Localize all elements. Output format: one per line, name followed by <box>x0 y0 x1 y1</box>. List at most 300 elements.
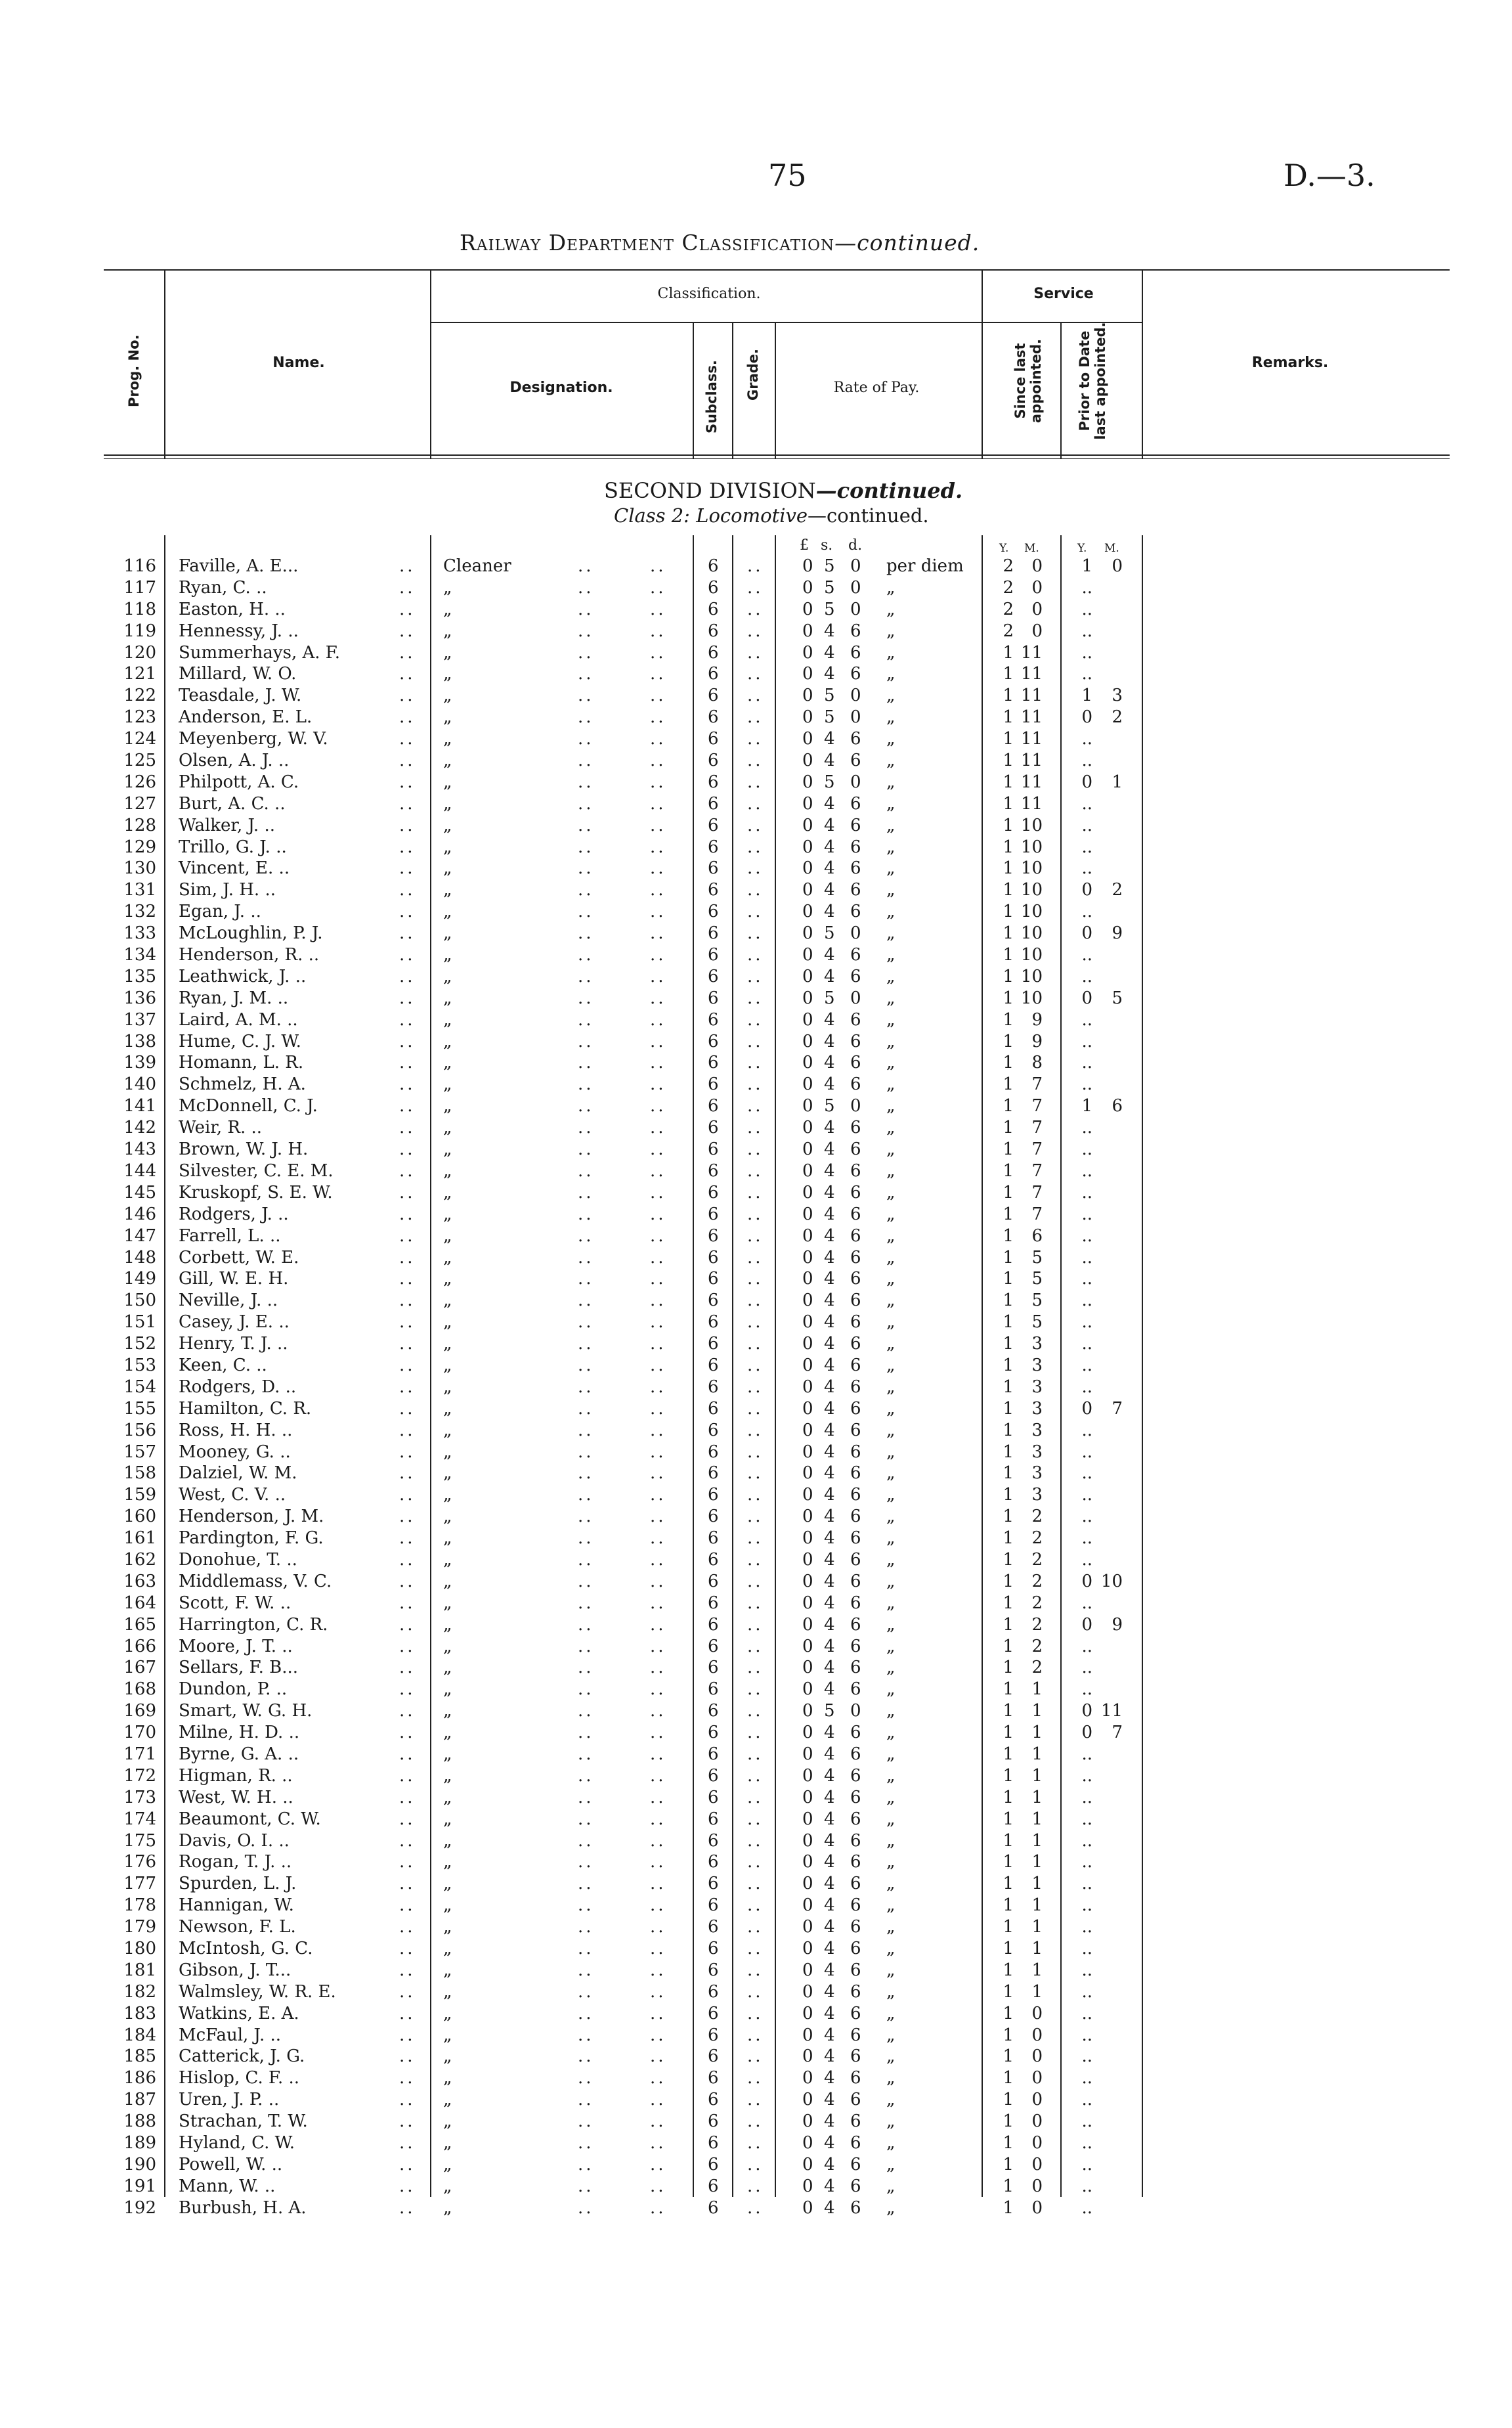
employee-name: Davis, O. I. .. <box>179 1830 290 1851</box>
pay-pounds: 0 <box>802 1593 813 1613</box>
designation: „ <box>443 1377 452 1397</box>
prior-years: .. <box>1081 729 1092 749</box>
prog-no: 127 <box>123 793 156 814</box>
table-row <box>0 1377 1512 1398</box>
employee-name: Rogan, T. J. .. <box>179 1852 292 1872</box>
designation: „ <box>443 1355 452 1375</box>
since-years: 1 <box>1003 1874 1014 1894</box>
grade-leader: .. <box>747 1701 764 1721</box>
pay-shillings: 5 <box>824 988 835 1008</box>
designation-leader: .. <box>578 1247 594 1268</box>
pay-period: „ <box>886 2068 896 2088</box>
employee-name: Henry, T. J. .. <box>179 1334 288 1354</box>
table-row <box>0 793 1512 815</box>
subclass: 6 <box>708 1053 719 1073</box>
pay-period: „ <box>886 1485 896 1505</box>
name-leader: .. <box>399 1874 416 1894</box>
since-years: 1 <box>1003 1507 1014 1527</box>
pay-period: „ <box>886 1031 896 1051</box>
subclass: 6 <box>708 1204 719 1224</box>
table-row <box>0 966 1512 988</box>
designation-leader-2: .. <box>650 1118 666 1138</box>
since-months: 7 <box>1031 1182 1043 1203</box>
since-years: 1 <box>1003 1463 1014 1484</box>
pay-pence: 6 <box>850 793 861 814</box>
table-row <box>0 1830 1512 1852</box>
name-leader: .. <box>399 1917 416 1937</box>
since-months: 2 <box>1031 1658 1043 1678</box>
grade-leader: .. <box>747 1787 764 1807</box>
prog-no: 120 <box>123 642 156 663</box>
designation-leader: .. <box>578 1679 594 1700</box>
pay-period: „ <box>886 686 896 706</box>
pay-pence: 0 <box>850 772 861 792</box>
col-divider-service <box>1142 269 1143 458</box>
grade-leader: .. <box>747 1960 764 1980</box>
pay-pounds: 0 <box>802 1031 813 1051</box>
designation-leader: .. <box>578 2133 594 2153</box>
employee-name: Strachan, T. W. <box>179 2111 308 2132</box>
grade-leader: .. <box>747 1160 764 1181</box>
pay-pounds: 0 <box>802 1636 813 1656</box>
designation: „ <box>443 1291 452 1311</box>
name-leader: .. <box>399 793 416 814</box>
prior-years: .. <box>1081 1658 1092 1678</box>
pay-period: „ <box>886 815 896 835</box>
subclass: 6 <box>708 556 719 576</box>
pay-shillings: 4 <box>824 1291 835 1311</box>
since-months: 3 <box>1031 1420 1043 1440</box>
prog-no: 123 <box>123 707 156 728</box>
since-months: 11 <box>1020 793 1043 814</box>
since-years: 1 <box>1003 2133 1014 2153</box>
name-leader: .. <box>399 729 416 749</box>
designation: „ <box>443 1852 452 1872</box>
grade-leader: .. <box>747 880 764 900</box>
table-row <box>0 707 1512 728</box>
since-years: 1 <box>1003 2154 1014 2174</box>
pay-pounds: 0 <box>802 1096 813 1116</box>
pay-period: „ <box>886 966 896 986</box>
pay-pence: 6 <box>850 837 861 857</box>
designation-leader: .. <box>578 815 594 835</box>
subclass: 6 <box>708 1420 719 1440</box>
pay-period: „ <box>886 1160 896 1181</box>
designation-leader: .. <box>578 858 594 879</box>
designation-leader: .. <box>578 2068 594 2088</box>
designation: „ <box>443 1939 452 1958</box>
designation-leader: .. <box>578 945 594 965</box>
since-months: 1 <box>1031 1679 1043 1700</box>
subclass: 6 <box>708 1636 719 1656</box>
designation-leader-2: .. <box>650 902 666 922</box>
pay-period: „ <box>886 1852 896 1872</box>
pay-period: „ <box>886 1442 896 1462</box>
pay-pence: 6 <box>850 729 861 749</box>
designation: „ <box>443 729 452 749</box>
pay-shillings: 4 <box>824 2003 835 2023</box>
employee-name: Faville, A. E... <box>179 556 299 576</box>
subclass: 6 <box>708 1593 719 1613</box>
designation: „ <box>443 751 452 771</box>
prog-no: 181 <box>123 1960 156 1980</box>
pay-pounds: 0 <box>802 793 813 814</box>
subclass: 6 <box>708 945 719 965</box>
name-leader: .. <box>399 1765 416 1786</box>
since-years: 1 <box>1003 1939 1014 1958</box>
table-row <box>0 1851 1512 1873</box>
designation: „ <box>443 707 452 728</box>
prior-years: .. <box>1081 1636 1092 1656</box>
since-years: 1 <box>1003 1787 1014 1807</box>
header-top-rule <box>104 269 1450 271</box>
name-leader: .. <box>399 1636 416 1656</box>
pay-period: „ <box>886 621 896 641</box>
pay-period: „ <box>886 1636 896 1656</box>
designation-leader-2: .. <box>650 556 666 576</box>
pay-pence: 6 <box>850 1463 861 1484</box>
prior-months: 6 <box>1112 1096 1123 1116</box>
name-leader: .. <box>399 1182 416 1203</box>
prior-months: 3 <box>1112 686 1123 706</box>
name-leader: .. <box>399 664 416 684</box>
designation-leader: .. <box>578 1939 594 1958</box>
since-years: 1 <box>1003 1312 1014 1333</box>
pay-pence: 6 <box>850 1549 861 1570</box>
name-leader: .. <box>399 2025 416 2045</box>
employee-name: Trillo, G. J. .. <box>179 837 287 857</box>
designation: „ <box>443 1787 452 1807</box>
employee-name: McLoughlin, P. J. <box>179 923 323 944</box>
grade-leader: .. <box>747 858 764 879</box>
pay-period: „ <box>886 1139 896 1160</box>
table-row <box>0 1139 1512 1160</box>
prior-years: .. <box>1081 2197 1092 2218</box>
grade-leader: .. <box>747 1355 764 1375</box>
name-leader: .. <box>399 686 416 706</box>
table-row <box>0 1981 1512 2003</box>
pay-shillings: 4 <box>824 1312 835 1333</box>
designation: „ <box>443 1463 452 1484</box>
designation-leader: .. <box>578 1074 594 1095</box>
pay-shillings: 5 <box>824 599 835 619</box>
designation-leader-2: .. <box>650 577 666 598</box>
subclass: 6 <box>708 1031 719 1051</box>
subclass: 6 <box>708 1377 719 1397</box>
pay-period: „ <box>886 1981 896 2002</box>
designation-leader: .. <box>578 1118 594 1138</box>
pay-pence: 6 <box>850 1031 861 1051</box>
prog-no: 152 <box>123 1334 156 1354</box>
since-years: 1 <box>1003 1658 1014 1678</box>
designation-leader-2: .. <box>650 2176 666 2196</box>
grade-leader: .. <box>747 2133 764 2153</box>
designation-leader: .. <box>578 1182 594 1203</box>
designation-leader-2: .. <box>650 1269 666 1289</box>
table-row <box>0 879 1512 901</box>
designation-leader-2: .. <box>650 1053 666 1073</box>
grade-leader: .. <box>747 1765 764 1786</box>
pay-shillings: 4 <box>824 1074 835 1095</box>
subclass: 6 <box>708 1614 719 1635</box>
pay-pounds: 0 <box>802 902 813 922</box>
grade-leader: .. <box>747 1939 764 1958</box>
since-years: 1 <box>1003 1852 1014 1872</box>
designation-leader-2: .. <box>650 1485 666 1505</box>
pay-period: „ <box>886 1939 896 1958</box>
designation: „ <box>443 1636 452 1656</box>
pay-pence: 0 <box>850 556 861 576</box>
pay-shillings: 4 <box>824 902 835 922</box>
subclass: 6 <box>708 621 719 641</box>
pay-pounds: 0 <box>802 2046 813 2067</box>
designation-leader-2: .. <box>650 1658 666 1678</box>
since-months: 1 <box>1031 1809 1043 1829</box>
pay-period: „ <box>886 1096 896 1116</box>
pay-pence: 6 <box>850 1830 861 1851</box>
designation-leader-2: .. <box>650 1679 666 1700</box>
subclass: 6 <box>708 1139 719 1160</box>
since-months: 1 <box>1031 1787 1043 1807</box>
pay-period: „ <box>886 1679 896 1700</box>
since-years: 2 <box>1003 621 1014 641</box>
pay-pence: 6 <box>850 2133 861 2153</box>
name-leader: .. <box>399 1507 416 1527</box>
pay-shillings: 4 <box>824 1507 835 1527</box>
prog-no: 145 <box>123 1182 156 1203</box>
name-leader: .. <box>399 642 416 663</box>
table-row <box>0 728 1512 750</box>
prior-years: .. <box>1081 1679 1092 1700</box>
designation-leader: .. <box>578 577 594 598</box>
subclass: 6 <box>708 1658 719 1678</box>
grade-leader: .. <box>747 1917 764 1937</box>
since-years: 1 <box>1003 1917 1014 1937</box>
pay-pence: 6 <box>850 1053 861 1073</box>
prior-years: .. <box>1081 1334 1092 1354</box>
pay-pence: 6 <box>850 1874 861 1894</box>
pay-pounds: 0 <box>802 2133 813 2153</box>
table-row <box>0 1225 1512 1247</box>
prior-years: 0 <box>1081 880 1092 900</box>
table-row <box>0 642 1512 664</box>
prior-years: .. <box>1081 945 1092 965</box>
designation-leader: .. <box>578 664 594 684</box>
pay-pence: 6 <box>850 2176 861 2196</box>
col-divider-name <box>430 269 431 458</box>
pay-shillings: 4 <box>824 2176 835 2196</box>
pay-shillings: 5 <box>824 1701 835 1721</box>
since-years: 1 <box>1003 1009 1014 1030</box>
designation-leader-2: .. <box>650 1787 666 1807</box>
designation-leader: .. <box>578 686 594 706</box>
table-row <box>0 1873 1512 1895</box>
name-leader: .. <box>399 1312 416 1333</box>
pay-period: „ <box>886 1549 896 1570</box>
grade-leader: .. <box>747 1981 764 2002</box>
designation-leader: .. <box>578 988 594 1008</box>
header-remarks: Remarks. <box>1251 355 1329 371</box>
since-months: 11 <box>1020 772 1043 792</box>
pay-pounds: 0 <box>802 988 813 1008</box>
since-months: 0 <box>1031 2154 1043 2174</box>
table-row <box>0 2089 1512 2111</box>
since-months: 3 <box>1031 1485 1043 1505</box>
pay-shillings: 4 <box>824 1485 835 1505</box>
pay-shillings: 4 <box>824 751 835 771</box>
pay-pounds: 0 <box>802 1312 813 1333</box>
designation-leader: .. <box>578 2176 594 2196</box>
name-leader: .. <box>399 1442 416 1462</box>
pay-pounds: 0 <box>802 751 813 771</box>
pay-pounds: 0 <box>802 1658 813 1678</box>
designation-leader: .. <box>578 1960 594 1980</box>
employee-name: Hyland, C. W. <box>179 2133 295 2153</box>
designation: „ <box>443 1549 452 1570</box>
col-divider-prog <box>164 269 165 458</box>
pay-shillings: 4 <box>824 1442 835 1462</box>
since-years: 1 <box>1003 1571 1014 1591</box>
name-leader: .. <box>399 988 416 1008</box>
name-leader: .. <box>399 858 416 879</box>
grade-leader: .. <box>747 1139 764 1160</box>
designation: „ <box>443 1593 452 1613</box>
pay-pounds: 0 <box>802 642 813 663</box>
designation-leader-2: .. <box>650 1160 666 1181</box>
designation: „ <box>443 1420 452 1440</box>
pay-pounds: 0 <box>802 1744 813 1764</box>
designation-leader-2: .. <box>650 945 666 965</box>
employee-name: Watkins, E. A. <box>179 2003 299 2023</box>
prior-years: .. <box>1081 1549 1092 1570</box>
pay-period: „ <box>886 1118 896 1138</box>
prior-years: .. <box>1081 1009 1092 1030</box>
designation-leader-2: .. <box>650 1895 666 1916</box>
pay-pence: 6 <box>850 1160 861 1181</box>
pay-period: „ <box>886 1787 896 1807</box>
since-years: 1 <box>1003 815 1014 835</box>
pay-pounds: 0 <box>802 2090 813 2110</box>
name-leader: .. <box>399 1074 416 1095</box>
pay-period: „ <box>886 642 896 663</box>
grade-leader: .. <box>747 1225 764 1246</box>
prior-years: .. <box>1081 1139 1092 1160</box>
designation-leader-2: .. <box>650 815 666 835</box>
prior-years: .. <box>1081 1765 1092 1786</box>
employee-name: Laird, A. M. .. <box>179 1009 298 1030</box>
designation-leader: .. <box>578 1701 594 1721</box>
designation: „ <box>443 1614 452 1635</box>
designation-leader-2: .. <box>650 1312 666 1333</box>
pay-period: „ <box>886 707 896 728</box>
since-years: 1 <box>1003 1160 1014 1181</box>
table-row <box>0 1117 1512 1139</box>
designation: „ <box>443 988 452 1008</box>
pay-shillings: 5 <box>824 772 835 792</box>
pay-period: „ <box>886 2197 896 2218</box>
pay-shillings: 4 <box>824 837 835 857</box>
employee-name: McFaul, J. .. <box>179 2025 282 2045</box>
table-row <box>0 1312 1512 1333</box>
since-months: 2 <box>1031 1593 1043 1613</box>
pay-shillings: 4 <box>824 1852 835 1872</box>
designation-leader-2: .. <box>650 751 666 771</box>
designation-leader-2: .. <box>650 2068 666 2088</box>
since-months: 9 <box>1031 1031 1043 1051</box>
subclass: 6 <box>708 1442 719 1462</box>
designation-leader: .. <box>578 1398 594 1419</box>
pay-period: „ <box>886 880 896 900</box>
since-years: 1 <box>1003 1960 1014 1980</box>
since-years: 1 <box>1003 1442 1014 1462</box>
pay-period: „ <box>886 1009 896 1030</box>
since-months: 0 <box>1031 2133 1043 2153</box>
class-title <box>614 504 929 527</box>
grade-leader: .. <box>747 2068 764 2088</box>
designation: Cleaner <box>443 556 511 576</box>
designation: „ <box>443 1442 452 1462</box>
designation-leader-2: .. <box>650 2090 666 2110</box>
designation-leader-2: .. <box>650 1701 666 1721</box>
designation-leader: .. <box>578 1355 594 1375</box>
pay-period: „ <box>886 772 896 792</box>
prog-no: 166 <box>123 1636 156 1656</box>
designation-leader-2: .. <box>650 1636 666 1656</box>
designation-leader-2: .. <box>650 1549 666 1570</box>
prog-no: 163 <box>123 1571 156 1591</box>
subclass: 6 <box>708 664 719 684</box>
employee-name: Walker, J. .. <box>179 815 275 835</box>
pay-shillings: 4 <box>824 1571 835 1591</box>
since-months: 7 <box>1031 1074 1043 1095</box>
name-leader: .. <box>399 1009 416 1030</box>
pay-pence: 6 <box>850 1355 861 1375</box>
pay-period: „ <box>886 1917 896 1937</box>
grade-leader: .. <box>747 1031 764 1051</box>
pay-pounds: 0 <box>802 621 813 641</box>
pay-period: „ <box>886 1182 896 1203</box>
grade-leader: .. <box>747 1398 764 1419</box>
pay-period: „ <box>886 1830 896 1851</box>
designation: „ <box>443 642 452 663</box>
pay-pence: 0 <box>850 707 861 728</box>
since-years: 1 <box>1003 707 1014 728</box>
designation-leader: .. <box>578 1917 594 1937</box>
since-years: 1 <box>1003 1701 1014 1721</box>
table-row <box>0 901 1512 923</box>
subclass: 6 <box>708 1874 719 1894</box>
col-divider-classification <box>982 269 983 458</box>
pay-pounds: 0 <box>802 1939 813 1958</box>
pay-shillings: 5 <box>824 1096 835 1116</box>
since-years: 1 <box>1003 1636 1014 1656</box>
prog-no: 175 <box>123 1830 156 1851</box>
prog-no: 125 <box>123 751 156 771</box>
name-leader: .. <box>399 2197 416 2218</box>
designation-leader-2: .. <box>650 664 666 684</box>
pay-pounds: 0 <box>802 2003 813 2023</box>
designation: „ <box>443 1312 452 1333</box>
prog-no: 128 <box>123 815 156 835</box>
subclass: 6 <box>708 1225 719 1246</box>
designation-leader: .. <box>578 1053 594 1073</box>
subclass: 6 <box>708 1723 719 1743</box>
header-bottom-rule-2 <box>104 458 1450 459</box>
pay-period: „ <box>886 1744 896 1764</box>
subclass: 6 <box>708 1679 719 1700</box>
prog-no: 182 <box>123 1981 156 2002</box>
since-years: 1 <box>1003 1614 1014 1635</box>
